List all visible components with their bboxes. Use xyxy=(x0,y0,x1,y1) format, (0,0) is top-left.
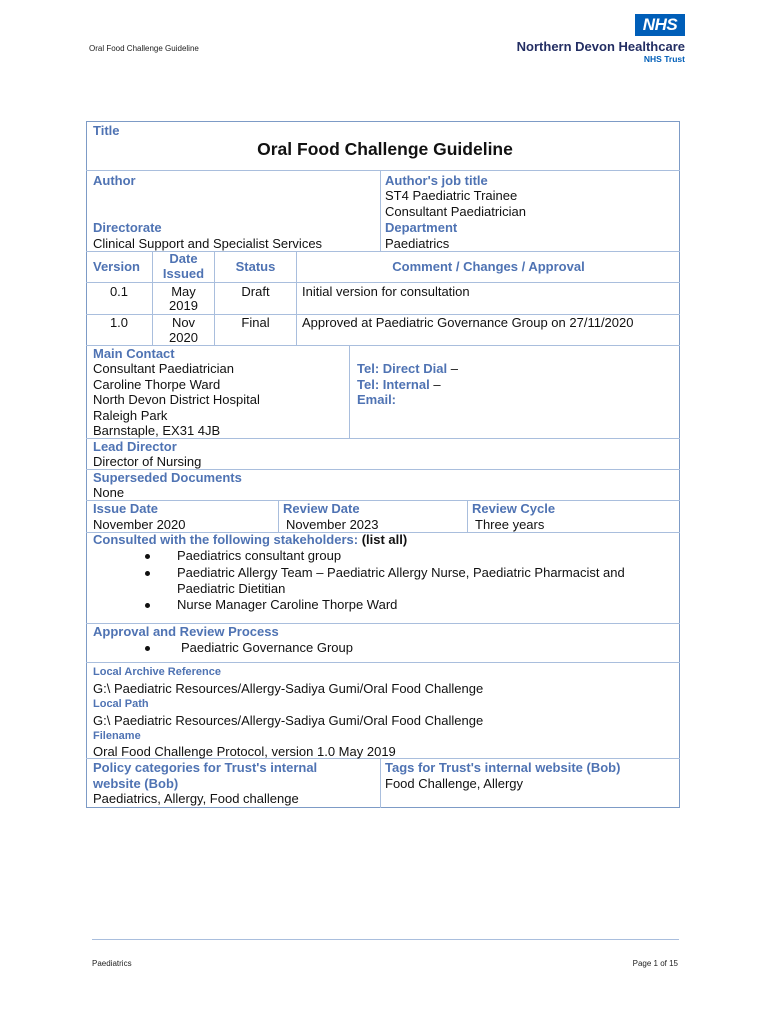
status-header: Status xyxy=(235,259,276,274)
issue-date-label: Issue Date xyxy=(93,501,159,516)
contact-line: Consultant Paediatrician xyxy=(93,361,234,376)
col-divider xyxy=(349,345,350,438)
local-path-label: Local Path xyxy=(93,698,149,710)
row-divider xyxy=(86,662,680,663)
org-trust: NHS Trust xyxy=(643,54,685,64)
consulted-label: Consulted with the following stakeholders: xyxy=(93,532,359,547)
consulted-item: Paediatrics consultant group xyxy=(177,548,342,563)
version-cell: 1.0 xyxy=(109,315,129,330)
local-archive-value: G:\ Paediatric Resources/Allergy-Sadiya Gumi/Oral Food Challenge xyxy=(93,681,484,696)
col-divider xyxy=(380,170,381,251)
approval-item: Paediatric Governance Group xyxy=(181,640,353,655)
col-divider xyxy=(380,758,381,808)
row-divider xyxy=(86,170,680,171)
tags-value: Food Challenge, Allergy xyxy=(385,776,524,791)
consulted-item: Nurse Manager Caroline Thorpe Ward xyxy=(177,597,398,612)
date-header: Date xyxy=(169,251,198,266)
review-cycle-label: Review Cycle xyxy=(472,501,556,516)
contact-line: Caroline Thorpe Ward xyxy=(93,377,221,392)
tel-internal-value: – xyxy=(433,377,441,392)
author-job-title: Consultant Paediatrician xyxy=(385,204,526,219)
comment-cell: Approved at Paediatric Governance Group on 27/11/2020 xyxy=(302,315,634,330)
contact-line: North Devon District Hospital xyxy=(93,392,260,407)
comment-header: Comment / Changes / Approval xyxy=(392,259,585,274)
issue-date-value: November 2020 xyxy=(93,517,186,532)
directorate-label: Directorate xyxy=(93,220,162,235)
author-job-title: ST4 Paediatric Trainee xyxy=(385,188,518,203)
tel-direct-label: Tel: Direct Dial xyxy=(357,361,448,376)
directorate-value: Clinical Support and Specialist Services xyxy=(93,236,323,251)
date-cell: 2020 xyxy=(169,330,198,345)
date-cell: 2019 xyxy=(169,298,198,313)
version-cell: 0.1 xyxy=(109,284,129,299)
consulted-item: Paediatric Dietitian xyxy=(177,581,286,596)
consulted-item: Paediatric Allergy Team – Paediatric Allergy Nurse, Paediatric Pharmacist and xyxy=(177,565,625,580)
title-label: Title xyxy=(93,123,120,138)
local-archive-label: Local Archive Reference xyxy=(93,666,221,678)
status-cell: Final xyxy=(241,315,270,330)
policy-label: Policy categories for Trust's internal xyxy=(93,760,318,775)
lead-director-label: Lead Director xyxy=(93,439,177,454)
date-cell: Nov xyxy=(171,315,196,330)
consulted-suffix: (list all) xyxy=(361,532,408,547)
date-cell: May xyxy=(171,284,196,299)
version-header: Version xyxy=(93,259,140,274)
bullet-icon xyxy=(145,603,150,608)
department-value: Paediatrics xyxy=(385,236,450,251)
contact-line: Raleigh Park xyxy=(93,408,168,423)
status-cell: Draft xyxy=(241,284,270,299)
superseded-label: Superseded Documents xyxy=(93,470,242,485)
running-header-title: Oral Food Challenge Guideline xyxy=(89,44,199,53)
col-divider xyxy=(467,500,468,532)
tel-internal-label: Tel: Internal xyxy=(357,377,430,392)
tel-direct-value: – xyxy=(450,361,458,376)
lead-director-value: Director of Nursing xyxy=(93,454,202,469)
review-date-value: November 2023 xyxy=(286,517,379,532)
row-divider xyxy=(86,282,680,283)
row-divider xyxy=(86,500,680,501)
tags-label: Tags for Trust's internal website (Bob) xyxy=(385,760,621,775)
review-date-label: Review Date xyxy=(283,501,360,516)
bullet-icon xyxy=(145,554,150,559)
email-label: Email: xyxy=(357,392,397,407)
author-label: Author xyxy=(93,173,136,188)
bullet-icon xyxy=(145,646,150,651)
bullet-icon xyxy=(145,571,150,576)
policy-label: website (Bob) xyxy=(93,776,179,791)
approval-label: Approval and Review Process xyxy=(93,624,279,639)
footer-divider xyxy=(92,939,679,940)
superseded-value: None xyxy=(93,485,125,500)
page-title: Oral Food Challenge Guideline xyxy=(257,139,513,159)
policy-value: Paediatrics, Allergy, Food challenge xyxy=(93,791,299,806)
col-divider xyxy=(278,500,279,532)
local-path-value: G:\ Paediatric Resources/Allergy-Sadiya Gumi/Oral Food Challenge xyxy=(93,713,484,728)
filename-value: Oral Food Challenge Protocol, version 1.0 May 2019 xyxy=(93,744,396,759)
comment-cell: Initial version for consultation xyxy=(302,284,470,299)
org-name: Northern Devon Healthcare xyxy=(516,39,685,54)
filename-label: Filename xyxy=(93,730,141,742)
footer-department: Paediatrics xyxy=(92,959,132,968)
department-label: Department xyxy=(385,220,458,235)
issued-header: Issued xyxy=(162,266,205,281)
review-cycle-value: Three years xyxy=(475,517,545,532)
nhs-logo: NHS xyxy=(635,14,685,36)
contact-line: Barnstaple, EX31 4JB xyxy=(93,423,221,438)
author-job-title-label: Author's job title xyxy=(385,173,488,188)
page-number: Page 1 of 15 xyxy=(632,959,678,968)
main-contact-label: Main Contact xyxy=(93,346,175,361)
